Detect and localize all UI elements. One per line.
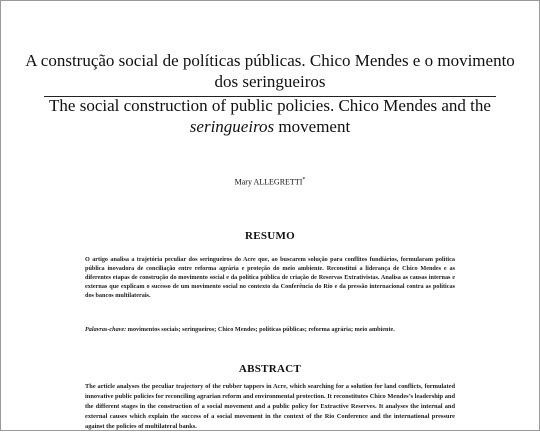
keywords-line <box>85 325 455 334</box>
title-english-part2: movement <box>274 117 351 136</box>
abstract-heading: ABSTRACT <box>238 363 302 375</box>
title-portuguese: A construção social de políticas públicas. Chico Mendes e o movimento dos seringueiros <box>25 51 515 91</box>
author-name: Mary ALLEGRETTI <box>234 177 303 187</box>
keywords-text: movimentos sociais; seringueiros; Chico Mendes; políticas públicas; reforma agrária; meio ambiente. <box>126 326 395 333</box>
title-english-italic: seringueiros <box>189 117 275 136</box>
abstract-body: The article analyses the peculiar trajectory of the rubber tappers in Acre, which searching for a solution for land conflicts, formulated innovative public policies for reconciling agrarian reform and environmental protection. It reconstitutes Chico Mendes’s leadership and the different stages in the construction of a social movement and a public policy for Extractive Reserves. It analyses the internal and external causes which explain the success of a social movement in the context of the Rio Conference and the international pressure against the policies of multilateral banks. <box>85 383 455 430</box>
title-english <box>20 95 520 137</box>
keywords-label: Palavras-chave: <box>85 326 127 333</box>
author-line <box>20 175 520 188</box>
resumo-body: O artigo analisa a trajetória peculiar dos seringueiros do Acre que, ao buscarem solução para conflitos fundiários, formularam política pública inovadora de conciliação entre reforma agrária e proteção do meio ambiente. Reconstitui a liderança de Chico Mendes e as diferentes etapas de construção do movimento social e da política pública de criação de Reservas Extrativistas. Analisa as causas internas e externas que explicam o sucesso de um movimento social no contexto da Conferência do Rio e da pressão internacional contra as políticas dos bancos multilaterais. <box>85 256 455 299</box>
title-english-part1: The social construction of public policies. Chico Mendes and the <box>49 96 491 115</box>
author-footnote-mark: * <box>302 177 306 183</box>
resumo-heading: RESUMO <box>244 230 296 242</box>
